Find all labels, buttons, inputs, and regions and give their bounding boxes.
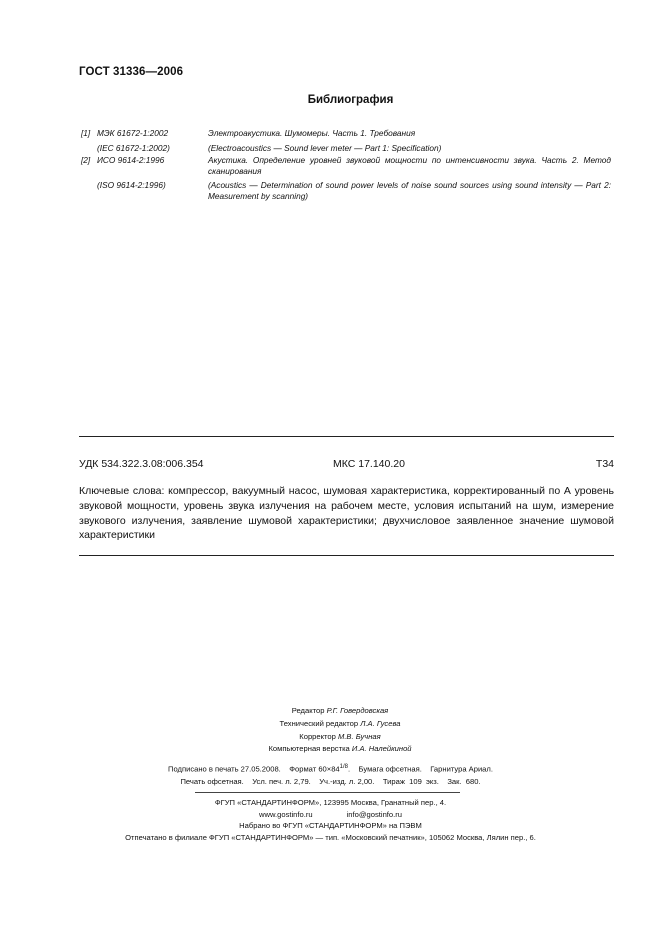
print-info-line-2: Печать офсетная. Усл. печ. л. 2,79. Уч.-изд. л. 2,00. Тираж 109 экз. Зак. 680. bbox=[180, 777, 481, 787]
bib-entry-desc: Акустика. Определение уровней звуковой мощности по интенсивности звука. Часть 2. Метод сканирования bbox=[208, 155, 611, 177]
bib-entry-desc: (Acoustics — Determination of sound power levels of noise sound sources using sound intensity — Part 2: Measurement by scanning) bbox=[208, 180, 611, 202]
bib-entry-2 bbox=[0, 155, 661, 179]
bib-entry-number: [1] bbox=[81, 128, 91, 138]
udk-code: УДК 534.322.3.08:006.354 bbox=[79, 458, 204, 470]
publisher-website[interactable]: www.gostinfo.ru bbox=[258, 809, 313, 819]
bib-entry-2-intl bbox=[0, 180, 661, 204]
bottom-divider bbox=[79, 555, 614, 556]
credit-tech-editor: Технический редактор Л.А. Гусева bbox=[279, 718, 401, 728]
publisher-address: ФГУП «СТАНДАРТИНФОРМ», 123995 Москва, Гранатный пер., 4. bbox=[214, 798, 447, 807]
keywords-text: Ключевые слова: компрессор, вакуумный насос, шумовая характеристика, корректированный по А уровень звуковой мощности, уровень звука излучения на рабочем месте, условия испытаний на шум, измерение звукового излучения, заявление шумовой характеристики; двухчисловое заявленное значение шумовой характеристики bbox=[79, 485, 614, 542]
format-fraction: 1/8 bbox=[339, 764, 348, 770]
top-divider bbox=[79, 436, 614, 437]
bib-entry-number: [2] bbox=[81, 155, 91, 165]
printed-info: Отпечатано в филиале ФГУП «СТАНДАРТИНФОРМ» — тип. «Московский печатник», 105062 Москва, Лялин пер., 6. bbox=[125, 832, 536, 842]
bib-entry-1-intl bbox=[0, 143, 661, 155]
group-code: Т34 bbox=[595, 458, 614, 470]
bib-entry-code: (IEC 61672-1:2002) bbox=[97, 143, 170, 153]
print-info-line-1: Подписано в печать 27.05.2008. Формат $60\times 84^{1/8}$. Бумага офсетная. Гарнитура Ариал. bbox=[168, 764, 493, 774]
bib-entry-code: (ISO 9614-2:1996) bbox=[97, 180, 166, 190]
credit-layout: Компьютерная верстка И.А. Налейкиной bbox=[268, 744, 412, 754]
publisher-block bbox=[0, 797, 661, 843]
bib-entry-desc: (Electroacoustics — Sound lever meter — Part 1: Specification) bbox=[208, 143, 442, 153]
typeset-info: Набрано во ФГУП «СТАНДАРТИНФОРМ» на ПЭВМ bbox=[239, 821, 422, 831]
bib-entry-desc: Электроакустика. Шумомеры. Часть 1. Требования bbox=[208, 128, 416, 138]
credits-block bbox=[0, 705, 661, 756]
document-header: ГОСТ 31336—2006 bbox=[79, 66, 184, 78]
print-info bbox=[0, 761, 661, 789]
mks-code: МКС 17.140.20 bbox=[333, 458, 405, 470]
publisher-email[interactable]: info@gostinfo.ru bbox=[346, 809, 403, 819]
bib-entry-1 bbox=[0, 128, 661, 140]
credit-editor: Редактор Р.Г. Говердовская bbox=[291, 706, 389, 715]
publisher-contacts bbox=[0, 809, 661, 821]
bibliography-title: Библиография bbox=[307, 94, 394, 106]
bib-entry-code: ИСО 9614-2:1996 bbox=[97, 155, 165, 165]
bib-entry-code: МЭК 61672-1:2002 bbox=[97, 128, 169, 138]
imprint-divider bbox=[195, 792, 460, 793]
credit-proofreader: Корректор М.В. Бучная bbox=[299, 731, 381, 741]
